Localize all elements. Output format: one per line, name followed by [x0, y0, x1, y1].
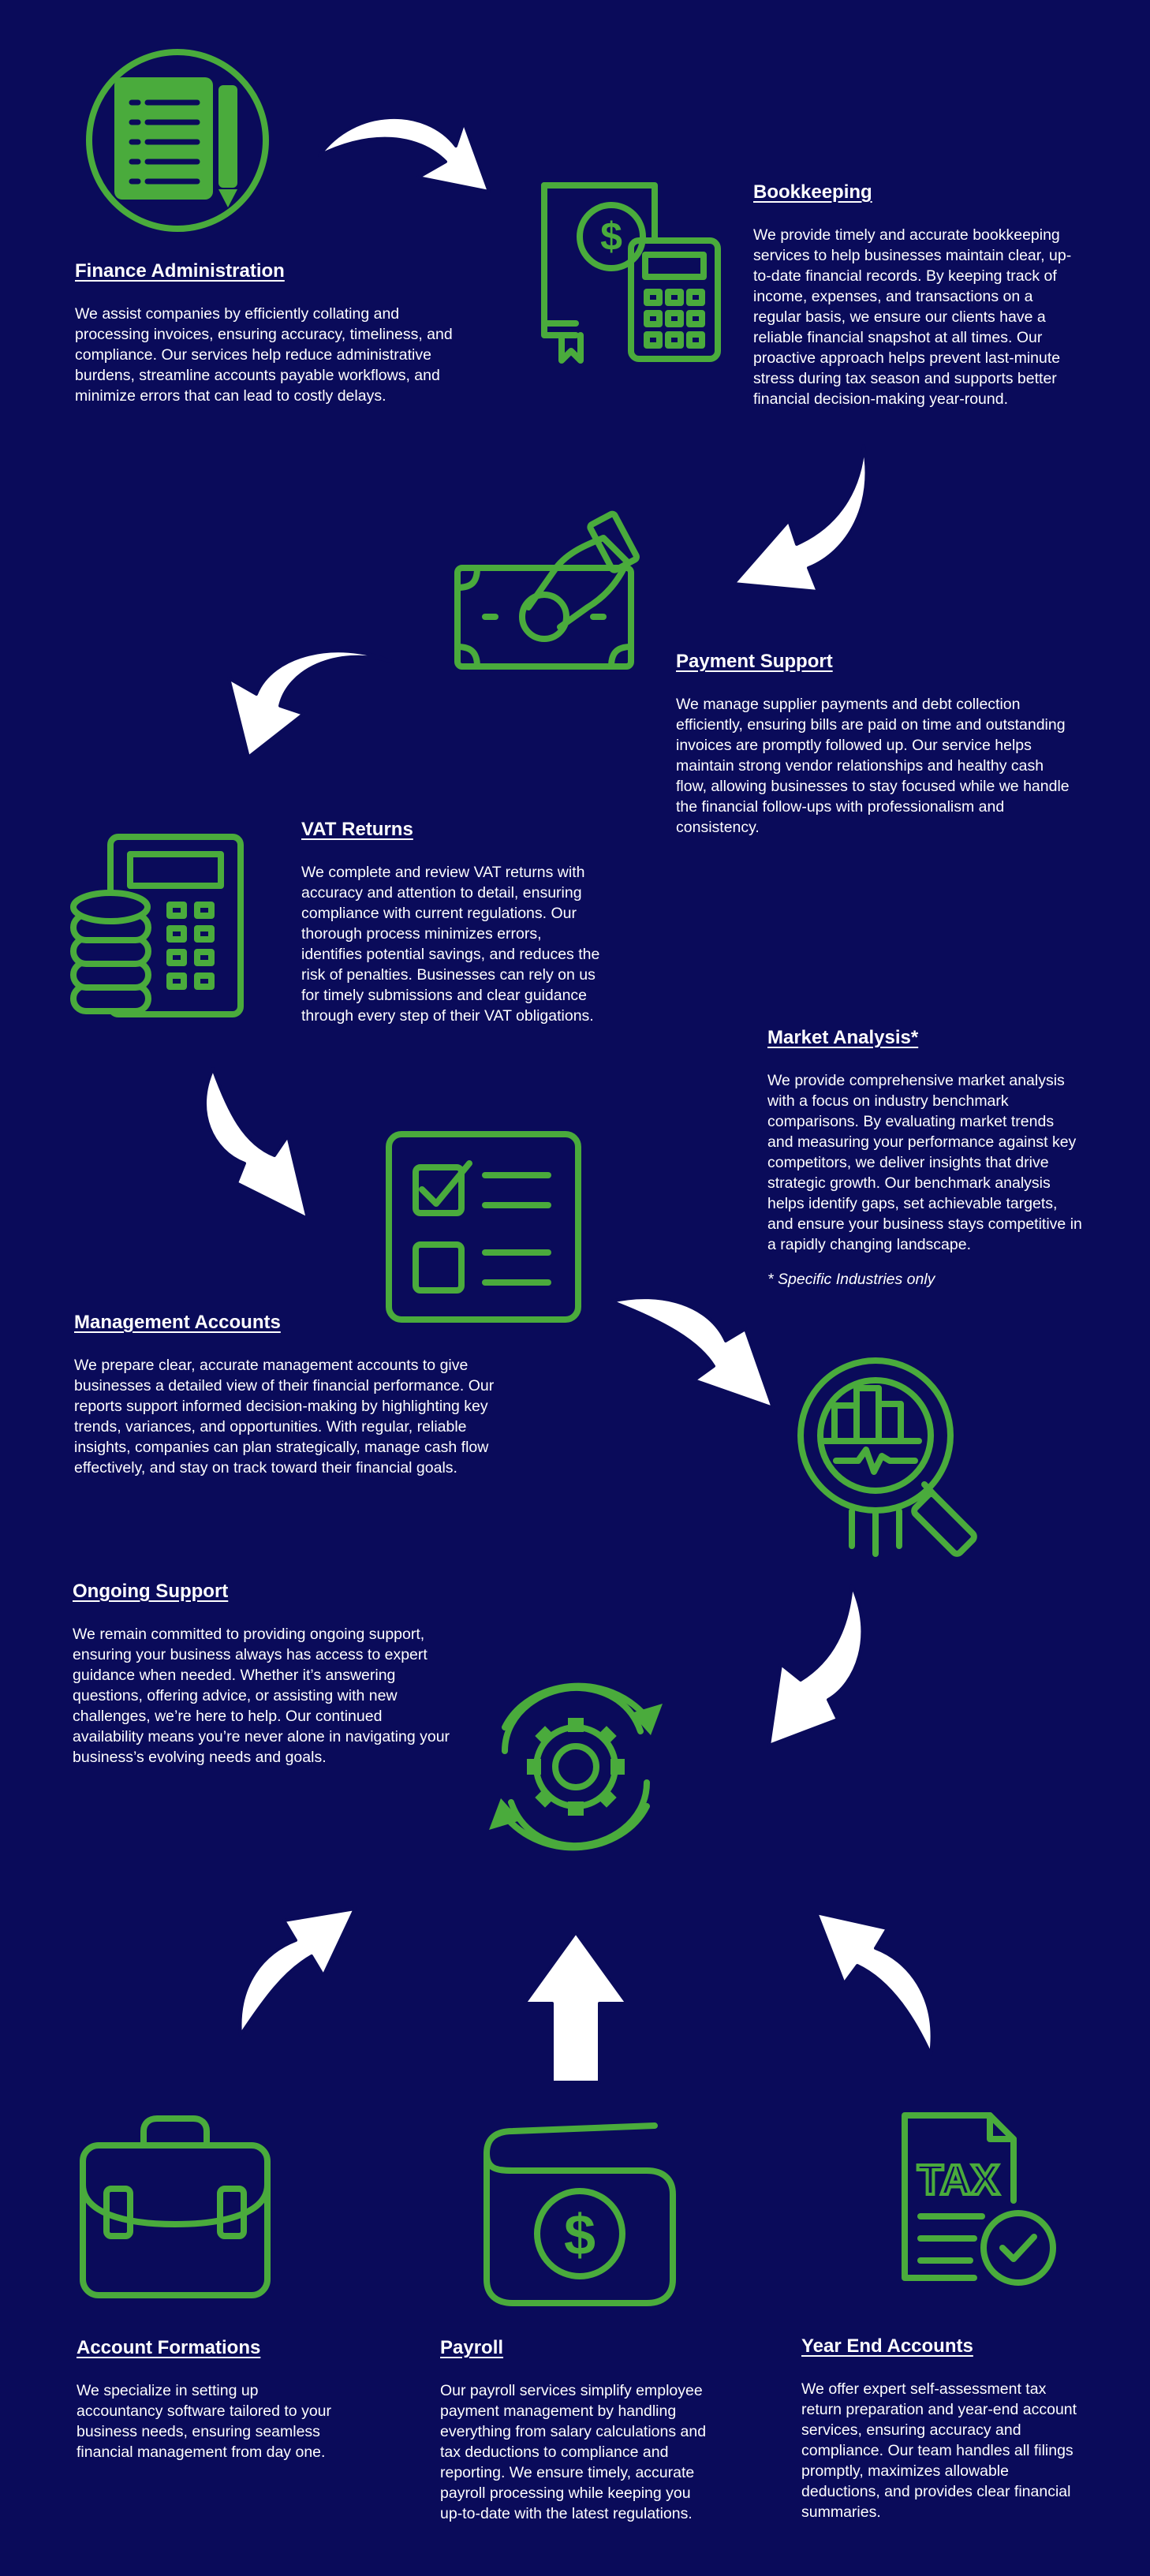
ongoing-support-section: [73, 1581, 451, 1768]
section-text: We provide timely and accurate bookkeeping services to help businesses maintain clear, up-to-date financial records. By keeping track of income, expenses, and transactions on a regular basis, we ensure our clients have a reliable financial snapshot at all times. Our proactive approach helps prevent last-minute stress during tax season and supports better financial decision-making year-round.: [753, 226, 1072, 408]
section-text: We prepare clear, accurate management accounts to give businesses a detailed view of their financial performance. Our reports support informed decision-making by highlighting key trends, variances, and opportunities. With regular, reliable insights, companies can plan strategically, manage cash flow effectively, and stay on track toward their financial goals.: [74, 1356, 495, 1477]
ledger-calculator-icon: [528, 177, 726, 367]
curved-arrow-icon: [765, 1581, 891, 1747]
section-text: We offer expert self-assessment tax return preparation and year-end account services, ensuring accuracy and compliance. Our team handles all filings promptly, maximizes allowable deductions, and provides clear financial summaries.: [801, 2380, 1077, 2521]
section-title: Payroll: [440, 2337, 504, 2358]
curved-arrow-icon: [812, 1893, 939, 2059]
section-title: Account Formations: [77, 2337, 261, 2358]
payroll-section: [440, 2337, 716, 2524]
wallet-dollar-icon: [477, 2122, 682, 2311]
section-title: VAT Returns: [301, 819, 413, 840]
section-text: We assist companies by efficiently collating and processing invoices, ensuring accuracy, timeliness, and compliance. Our services help reduce administrative burdens, streamline accounts payable workflows, and minimize errors that can lead to costly delays.: [75, 304, 453, 405]
curved-arrow-icon: [316, 99, 505, 209]
section-title: Payment Support: [676, 651, 833, 672]
section-text: We manage supplier payments and debt collection efficiently, ensuring bills are paid on time and outstanding invoices are promptly followed up. Our service helps maintain strong vendor relationships and healthy cash flow, allowing businesses to stay focused while we handle the financial follow-ups with professionalism and consistency.: [676, 695, 1070, 836]
section-title: Year End Accounts: [801, 2335, 973, 2357]
section-title: Bookkeeping: [753, 181, 872, 203]
section-title: Market Analysis*: [767, 1027, 919, 1048]
payment-support-section: [676, 651, 1070, 838]
section-title: Management Accounts: [74, 1312, 281, 1333]
section-text: We provide comprehensive market analysis with a focus on industry benchmark comparisons. By evaluating market trends and measuring your performance against key competitors, we deliver insights that drive strategic growth. Our benchmark analysis helps identify gaps, set achievable targets, and ensure your business stays competitive in a rapidly changing landscape.: [767, 1071, 1082, 1253]
hand-cash-icon: [450, 505, 655, 678]
vat-returns-section: [301, 819, 601, 1026]
magnifier-chart-icon: [789, 1357, 1002, 1562]
curved-arrow-icon: [225, 639, 398, 765]
section-text: Our payroll services simplify employee payment management by handling everything from salary calculations and tax deductions to compliance and reporting. We ensure timely, accurate payroll processing while keeping you up-to-date with the latest regulations.: [440, 2381, 707, 2522]
svg-text:$: $: [563, 2204, 596, 2267]
section-title: Ongoing Support: [73, 1581, 229, 1602]
year-end-accounts-section: [801, 2335, 1085, 2522]
curved-arrow-icon: [607, 1278, 781, 1412]
section-text: We remain committed to providing ongoing support, ensuring your business always has access to expert guidance when needed. Whether it’s answering questions, offering advice, or assisting with new challenges, we’re here to help. Our continued availability means you’re never alone in navigating your business’s evolving needs and goals.: [73, 1625, 450, 1766]
section-note: * Specific Industries only: [767, 1270, 935, 1288]
market-analysis-section: [767, 1027, 1083, 1290]
tax-label: TAX: [917, 2156, 999, 2204]
management-accounts-section: [74, 1312, 500, 1478]
finance-admin-section: [75, 260, 454, 406]
section-text: We complete and review VAT returns with accuracy and attention to detail, ensuring compliance with current regulations. Our thorough process minimizes errors, identifies potential savings, and reduces the risk of penalties. Businesses can rely on us for timely submissions and clear guidance through every step of their VAT obligations.: [301, 863, 600, 1025]
up-arrow-icon: [521, 1928, 631, 2086]
bookkeeping-section: [753, 181, 1077, 409]
briefcase-icon: [77, 2114, 274, 2303]
curved-arrow-icon: [189, 1065, 316, 1223]
account-formations-section: [77, 2337, 337, 2462]
section-text: We specialize in setting up accountancy software tailored to your business needs, ensuring seamless financial management from day one.: [77, 2381, 332, 2461]
document-pen-icon: [83, 46, 272, 235]
svg-text:$: $: [600, 215, 622, 259]
calculator-coins-icon: [67, 832, 248, 1021]
section-title: Finance Administration: [75, 260, 285, 282]
checklist-icon: [383, 1128, 588, 1325]
curved-arrow-icon: [233, 1889, 359, 2039]
tax-document-icon: [895, 2106, 1069, 2295]
curved-arrow-icon: [730, 442, 872, 615]
gear-cycle-icon: [473, 1664, 678, 1869]
